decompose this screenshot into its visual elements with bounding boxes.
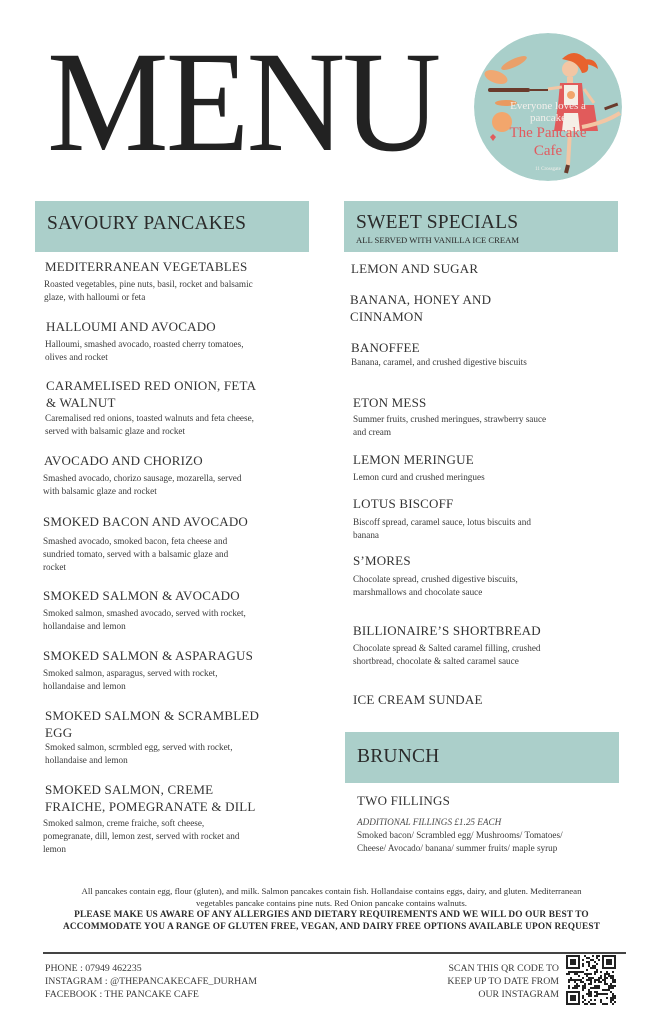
menu-item-desc: Caremalised red onions, toasted walnuts and feta cheese, (45, 413, 254, 423)
menu-item-name: HALLOUMI AND AVOCADO (46, 319, 216, 334)
menu-item-name: CINNAMON (350, 309, 424, 324)
sweet-section-header (344, 201, 618, 252)
menu-item-name: FRAICHE, POMEGRANATE & DILL (45, 799, 256, 814)
menu-item-desc: Smashed avocado, smoked bacon, feta cheese and (43, 536, 228, 546)
menu-item-desc: Banana, caramel, and crushed digestive biscuits (351, 357, 527, 367)
qr-caption: KEEP UP TO DATE FROM (447, 976, 559, 987)
menu-item-desc: Smashed avocado, chorizo sausage, mozarella, served (43, 473, 242, 483)
menu-item-desc: sundried tomato, served with a balsamic glaze and (43, 549, 229, 559)
allergen-note: All pancakes contain egg, flour (gluten), and milk. Salmon pancakes contain fish. Hollandaise contains eggs, dairy, and gluten. Mediterranean (81, 886, 582, 896)
menu-item-desc: glaze, with halloumi or feta (44, 292, 146, 302)
menu-item-desc: Halloumi, smashed avocado, roasted cherry tomatoes, (45, 339, 244, 349)
contact-phone: PHONE : 07949 462235 (45, 963, 142, 974)
logo-cafe-name-2: Cafe (533, 143, 563, 159)
sweet-title: SWEET SPECIALS (356, 212, 519, 233)
menu-title: MENU (47, 23, 439, 182)
qr-caption: SCAN THIS QR CODE TO (448, 963, 559, 974)
menu-item-desc: marshmallows and chocolate sauce (353, 587, 483, 597)
menu-item-name: EGG (45, 725, 73, 740)
menu-item-desc: Biscoff spread, caramel sauce, lotus biscuits and (353, 517, 531, 527)
qr-code-icon[interactable] (566, 955, 616, 1005)
menu-item-desc: Chocolate spread, crushed digestive biscuits, (353, 574, 518, 584)
logo-cafe-name: The Pancake (509, 125, 587, 141)
menu-item-name: SMOKED SALMON & AVOCADO (43, 588, 240, 603)
menu-item-desc: Smoked salmon, creme fraiche, soft cheese, (43, 818, 205, 828)
menu-item-name: BANOFFEE (351, 340, 420, 355)
menu-item-desc: banana (353, 530, 380, 540)
menu-item-name: CARAMELISED RED ONION, FETA (46, 378, 257, 393)
menu-item-name: SMOKED SALMON & SCRAMBLED (45, 708, 260, 723)
menu-item-desc: pomegranate, dill, lemon zest, served with rocket and (43, 831, 240, 841)
menu-item-name: SMOKED BACON AND AVOCADO (43, 514, 249, 529)
menu-item-desc: hollandaise and lemon (45, 755, 128, 765)
allergen-note: vegetables pancake contains pine nuts. Red Onion pancake contains walnuts. (196, 898, 467, 908)
menu-item-name: LOTUS BISCOFF (353, 496, 454, 511)
menu-item-name: LEMON AND SUGAR (351, 261, 479, 276)
menu-item-desc: served with balsamic glaze and rocket (45, 426, 186, 436)
savoury-section-header (35, 201, 309, 252)
sweet-subtitle: ALL SERVED WITH VANILLA ICE CREAM (356, 235, 519, 245)
fillings-list: Smoked bacon/ Scrambled egg/ Mushrooms/ Tomatoes/ (357, 830, 563, 840)
menu-item-name: S’MORES (353, 553, 411, 568)
menu-item-name: TWO FILLINGS (357, 793, 451, 808)
cafe-logo (474, 33, 622, 181)
menu-item-desc: olives and rocket (45, 352, 108, 362)
allergy-request: ACCOMMODATE YOU A RANGE OF GLUTEN FREE, VEGAN, AND DAIRY FREE OPTIONS AVAILABLE UPON REQUEST (62, 922, 601, 932)
logo-tagline-2: pancake (529, 112, 567, 124)
menu-item-desc: hollandaise and lemon (43, 681, 126, 691)
menu-item-desc: hollandaise and lemon (43, 621, 126, 631)
menu-item-name: SMOKED SALMON & ASPARAGUS (43, 648, 254, 663)
menu-item-desc: Roasted vegetables, pine nuts, basil, rocket and balsamic (44, 279, 253, 289)
menu-item-desc: and cream (353, 427, 392, 437)
logo-tagline: Everyone loves a (510, 100, 586, 112)
menu-item-desc: Lemon curd and crushed meringues (353, 472, 485, 482)
additional-fillings-price: ADDITIONAL FILLINGS £1.25 EACH (357, 817, 502, 827)
menu-item-name: BANANA, HONEY AND (350, 292, 492, 307)
menu-item-name: ETON MESS (353, 395, 427, 410)
brunch-title: BRUNCH (357, 746, 440, 767)
menu-item-desc: rocket (43, 562, 66, 572)
footer-divider (43, 952, 626, 954)
menu-item-desc: Summer fruits, crushed meringues, strawberry sauce (353, 414, 547, 424)
menu-item-name: AVOCADO AND CHORIZO (44, 453, 203, 468)
menu-item-desc: Smoked salmon, scrmbled egg, served with rocket, (45, 742, 233, 752)
menu-item-name: SMOKED SALMON, CREME (45, 782, 214, 797)
menu-item-name: & WALNUT (46, 395, 116, 410)
menu-item-name: MEDITERRANEAN VEGETABLES (45, 259, 248, 274)
contact-instagram: INSTAGRAM : @THEPANCAKECAFE_DURHAM (45, 976, 257, 987)
savoury-title: SAVOURY PANCAKES (47, 213, 247, 234)
menu-item-name: ICE CREAM SUNDAE (353, 692, 483, 707)
menu-item-desc: Chocolate spread & Salted caramel filling, crushed (353, 643, 541, 653)
brunch-section-header (345, 732, 619, 783)
contact-facebook: FACEBOOK : THE PANCAKE CAFE (45, 989, 199, 1000)
menu-item-desc: with balsamic glaze and rocket (43, 486, 157, 496)
menu-item-name: LEMON MERINGUE (353, 452, 474, 467)
qr-caption: OUR INSTAGRAM (478, 989, 559, 1000)
menu-item-desc: shortbread, chocolate & salted caramel sauce (353, 656, 519, 666)
menu-item-desc: lemon (43, 844, 66, 854)
allergy-request: PLEASE MAKE US AWARE OF ANY ALLERGIES AND DIETARY REQUIREMENTS AND WE WILL DO OUR BEST TO (74, 910, 589, 920)
logo-address: 11 Crossgate (535, 167, 561, 172)
menu-item-desc: Smoked salmon, smashed avocado, served with rocket, (43, 608, 246, 618)
menu-item-name: BILLIONAIRE’S SHORTBREAD (353, 623, 541, 638)
fillings-list: Cheese/ Avocado/ banana/ summer fruits/ maple syrup (357, 843, 558, 853)
menu-item-desc: Smoked salmon, asparagus, served with rocket, (43, 668, 218, 678)
